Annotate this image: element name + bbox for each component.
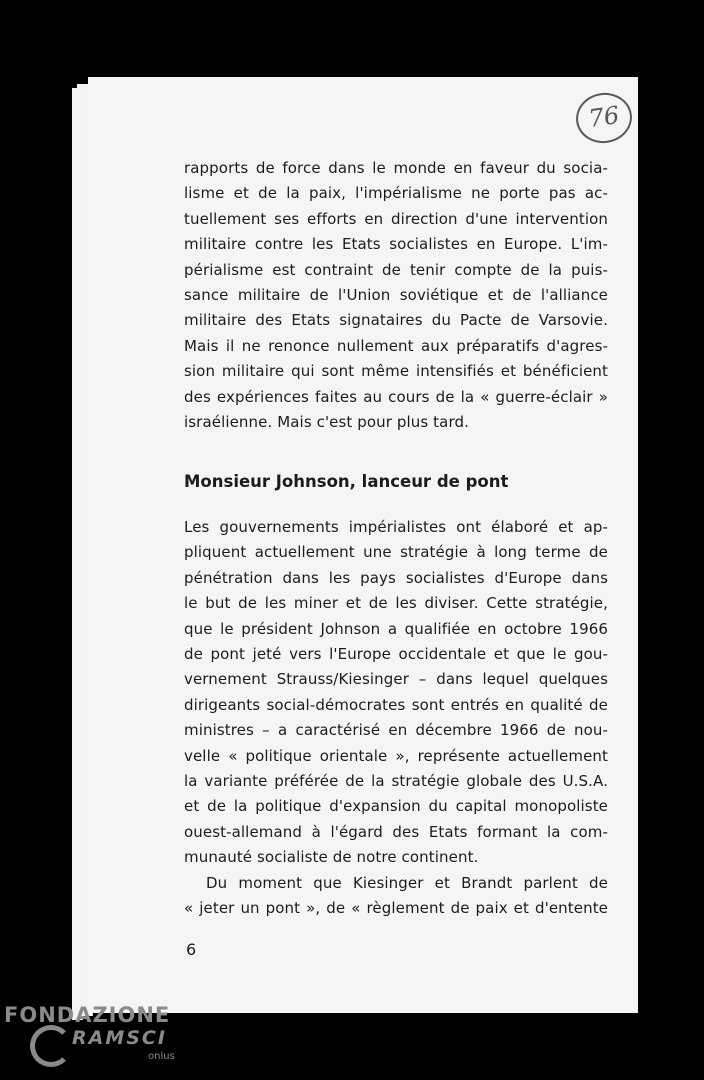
handwritten-page-number: 76 [573,89,635,146]
page-number: 6 [186,940,197,959]
text-line: munauté socialiste de notre continent. [184,848,479,867]
watermark-line-2: RAMSCI [72,1027,167,1049]
text-line: des expériences faites au cours de la « guerre-éclair » [184,387,608,406]
text-line: lisme et de la paix, l'impérialisme ne porte pas ac- [184,184,608,203]
text-line: rapports de force dans le monde en faveur du socia- [184,159,608,177]
text-line: Mais il ne renonce nullement aux préparatifs d'agres- [184,336,608,355]
watermark-g-logo-icon [30,1025,72,1067]
text-line: de pont jeté vers l'Europe occidentale et que le gou- [184,644,608,663]
text-line: militaire des Etats signataires du Pacte de Varsovie. [184,311,608,330]
watermark-line-3: onlus [148,1051,175,1062]
text-line: que le président Johnson a qualifiée en octobre 1966 [184,619,608,638]
text-line: le but de les miner et de les diviser. Cette stratégie, [184,594,608,613]
text-line: sion militaire qui sont même intensifiés et bénéficient [184,362,608,381]
text-line: « jeter un pont », de « règlement de paix et d'entente [184,899,608,918]
text-line: militaire contre les Etats socialistes en Europe. L'im- [184,235,608,254]
text-line: ouest-allemand à l'égard des Etats formant la com- [184,822,608,841]
text-line: la variante préférée de la stratégie globale des U.S.A. [184,771,608,790]
paragraph-3 [184,871,608,922]
text-line: ministres – a caractérisé en décembre 1966 de nou- [184,721,608,740]
text-line: et de la politique d'expansion du capital monopoliste [184,797,608,816]
text-line: dirigeants social-démocrates sont entrés en qualité de [184,695,608,714]
text-line: velle « politique orientale », représente actuellement [184,746,608,765]
text-line: vernement Strauss/Kiesinger – dans lequel quelques [184,670,608,689]
text-line: périalisme est contraint de tenir compte de la puis- [184,260,608,279]
section-heading: Monsieur Johnson, lanceur de pont [184,472,509,491]
text-line: israélienne. Mais c'est pour plus tard. [184,412,469,431]
text-line: Du moment que Kiesinger et Brandt parlent de [206,874,608,892]
fondazione-gramsci-watermark [4,1003,175,1062]
paragraph-2 [184,515,608,870]
text-line: tuellement ses efforts en direction d'une intervention [184,209,608,228]
text-line: pénétration dans les pays socialistes d'Europe dans [184,568,608,587]
watermark-line-1: FONDAZIONE [4,1003,171,1027]
text-line: pliquent actuellement une stratégie à long terme de [184,543,608,562]
paragraph-1 [184,156,608,435]
text-line: Les gouvernements impérialistes ont élaboré et ap- [184,518,608,536]
text-line: sance militaire de l'Union soviétique et de l'alliance [184,285,608,304]
